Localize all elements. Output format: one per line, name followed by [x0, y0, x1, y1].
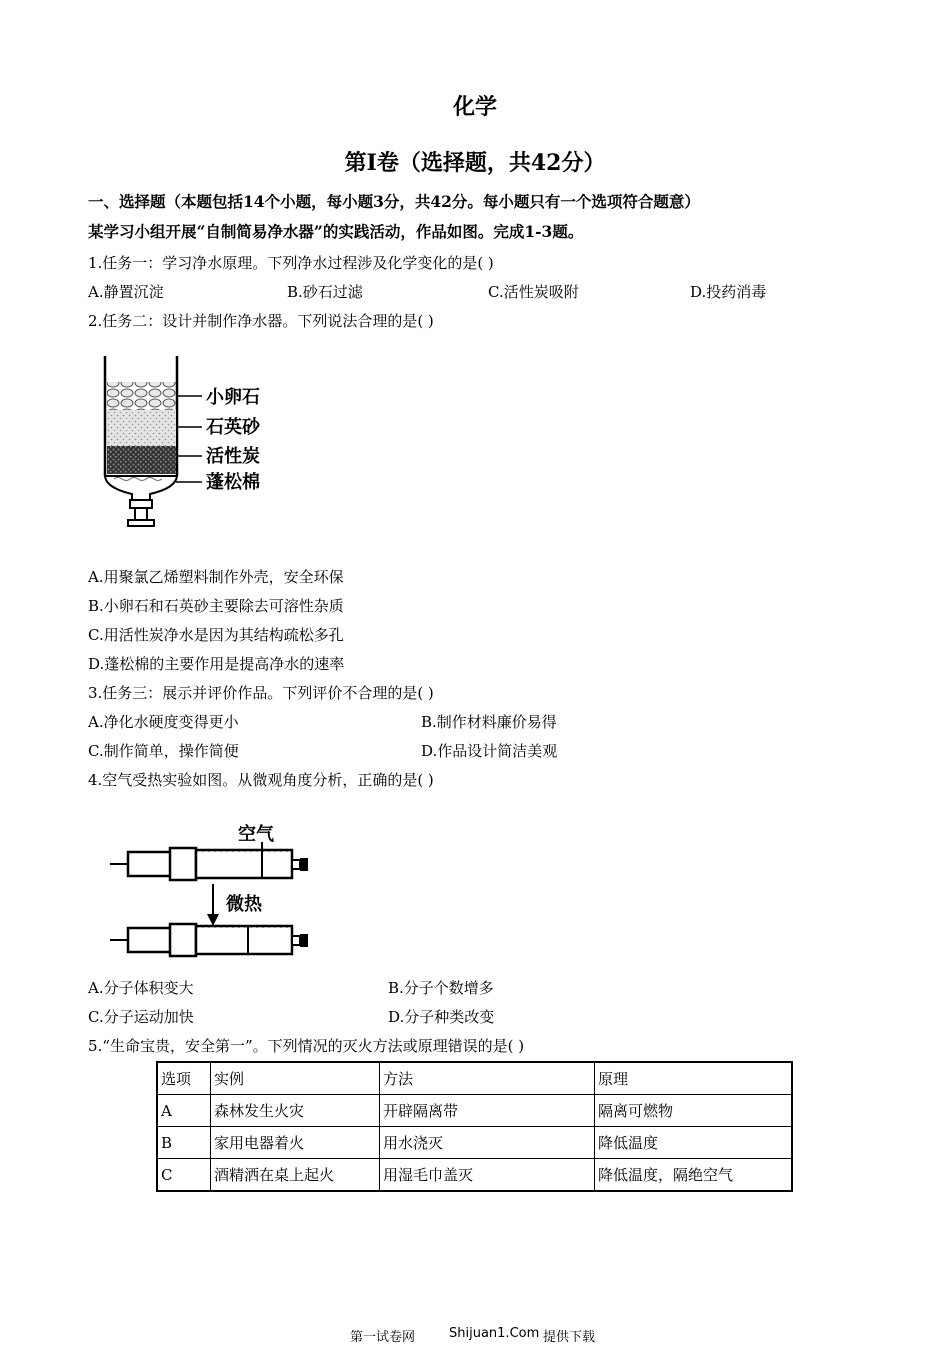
q2-option-b: B.小卵石和石英砂主要除去可溶性杂质: [88, 597, 344, 615]
quartz-sand-layer: [107, 410, 176, 446]
context-text: 某学习小组开展“自制简易净水器”的实践活动，作品如图。完成1-3题。: [88, 222, 584, 241]
cell-option: C: [157, 1159, 211, 1192]
header-principle: 原理: [595, 1062, 793, 1095]
syringe-figure: [100, 810, 340, 970]
activated-carbon-layer: [107, 446, 176, 474]
label-activated-carbon: 活性炭: [206, 446, 260, 467]
fire-extinguishing-table: [156, 1061, 793, 1192]
cell-principle: 降低温度: [595, 1127, 793, 1159]
pebble-layer: [107, 382, 176, 410]
cell-example: 家用电器着火: [211, 1127, 380, 1159]
cell-example: 酒精洒在桌上起火: [211, 1159, 380, 1192]
header-method: 方法: [380, 1062, 595, 1095]
question-5-stem: 5.“生命宝贵，安全第一”。下列情况的灭火方法或原理错误的是( ): [88, 1037, 525, 1055]
q1-option-a: A.静置沉淀: [88, 283, 164, 301]
q3-option-c: C.制作简单，操作简便: [88, 742, 239, 760]
q1-option-d: D.投药消毒: [690, 283, 767, 301]
label-air: 空气: [238, 824, 274, 845]
q1-option-b: B.砂石过滤: [287, 283, 363, 301]
question-1-stem: 1.任务一：学习净水原理。下列净水过程涉及化学变化的是( ): [88, 254, 494, 272]
q4-option-c: C.分子运动加快: [88, 1008, 194, 1026]
label-pebble: 小卵石: [206, 387, 260, 408]
q2-option-c: C.用活性炭净水是因为其结构疏松多孔: [88, 626, 344, 644]
page-title: 化学: [452, 94, 497, 120]
cell-option: B: [157, 1127, 211, 1159]
q1-option-c: C.活性炭吸附: [488, 283, 579, 301]
cell-method: 用湿毛巾盖灭: [380, 1159, 595, 1192]
label-quartz-sand: 石英砂: [206, 417, 260, 438]
question-2-stem: 2.任务二：设计并制作净水器。下列说法合理的是( ): [88, 312, 434, 330]
table-row: [157, 1095, 792, 1127]
header-example: 实例: [211, 1062, 380, 1095]
q3-option-d: D.作品设计简洁美观: [421, 742, 558, 760]
footer-site: 第一试卷网: [350, 1330, 416, 1345]
cell-method: 开辟隔离带: [380, 1095, 595, 1127]
table-row: [157, 1127, 792, 1159]
q2-option-a: A.用聚氯乙烯塑料制作外壳，安全环保: [88, 568, 344, 586]
cell-option: A: [157, 1095, 211, 1127]
cell-example: 森林发生火灾: [211, 1095, 380, 1127]
q4-option-b: B.分子个数增多: [388, 979, 494, 997]
label-cotton: 蓬松棉: [206, 472, 260, 493]
q4-option-d: D.分子种类改变: [388, 1008, 495, 1026]
footer-domain[interactable]: Shijuan1.Com: [449, 1326, 540, 1341]
footer-action: 提供下载: [543, 1330, 596, 1345]
question-4-stem: 4.空气受热实验如图。从微观角度分析，正确的是( ): [88, 771, 434, 789]
q3-option-a: A.净化水硬度变得更小: [88, 713, 239, 731]
cell-principle: 隔离可燃物: [595, 1095, 793, 1127]
q4-option-a: A.分子体积变大: [88, 979, 194, 997]
header-option: 选项: [157, 1062, 211, 1095]
q3-option-b: B.制作材料廉价易得: [421, 713, 557, 731]
section-heading: 一、选择题（本题包括14个小题，每小题3分，共42分。每小题只有一个选项符合题意）: [88, 192, 700, 211]
water-purifier-figure: [92, 348, 302, 548]
question-3-stem: 3.任务三：展示并评价作品。下列评价不合理的是( ): [88, 684, 434, 702]
part-title: 第I卷（选择题，共42分）: [344, 150, 606, 176]
table-header-row: [157, 1062, 792, 1095]
cell-principle: 降低温度，隔绝空气: [595, 1159, 793, 1192]
q2-option-d: D.蓬松棉的主要作用是提高净水的速率: [88, 655, 345, 673]
label-heat: 微热: [226, 894, 262, 915]
cell-method: 用水浇灭: [380, 1127, 595, 1159]
table-row: [157, 1159, 792, 1192]
